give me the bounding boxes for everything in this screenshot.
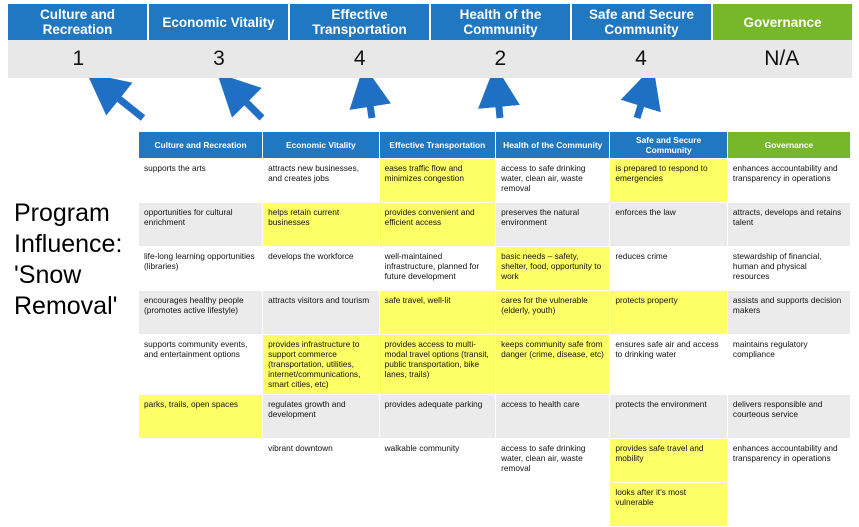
matrix-cell: vibrant downtown	[263, 439, 379, 483]
matrix-cell: access to safe drinking water, clean air, waste removal	[496, 439, 610, 483]
score-culture-and-recreation: 1	[72, 47, 85, 70]
matrix-cell: supports community events, and entertainment options	[139, 335, 263, 395]
score-row	[8, 40, 852, 78]
header-cell-effective-transportation: Effective Transportation	[290, 4, 431, 40]
header-cell-health-of-the-community: Health of the Community	[431, 4, 572, 40]
matrix-cell: stewardship of financial, human and physical resources	[727, 247, 850, 291]
score-safe-and-secure-community: 4	[635, 47, 647, 70]
matrix-cell: life-long learning opportunities (libraries)	[139, 247, 263, 291]
matrix-cell: maintains regulatory compliance	[727, 335, 850, 395]
matrix-cell: helps retain current businesses	[263, 203, 379, 247]
matrix-cell: regulates growth and development	[263, 395, 379, 439]
matrix-cell: eases traffic flow and minimizes congestion	[379, 159, 495, 203]
matrix-cell: provides convenient and efficient access	[379, 203, 495, 247]
table-row	[139, 439, 851, 483]
matrix-cell: enhances accountability and transparency in operations	[727, 159, 850, 203]
matrix-cell-empty	[379, 483, 495, 527]
matrix-cell: access to health care	[496, 395, 610, 439]
matrix-cell: is prepared to respond to emergencies	[610, 159, 728, 203]
matrix-cell-empty	[727, 483, 850, 527]
table-row	[139, 203, 851, 247]
table-row	[139, 483, 851, 527]
matrix-cell-empty	[496, 483, 610, 527]
upward-arrow-icon-1	[103, 86, 143, 118]
table-row	[139, 291, 851, 335]
score-effective-transportation: 4	[353, 47, 366, 70]
matrix-cell: attracts, develops and retains talent	[727, 203, 850, 247]
matrix-cell: protects the environment	[610, 395, 728, 439]
header-cell-culture-and-recreation: Culture and Recreation	[8, 4, 149, 40]
matrix-cell: attracts visitors and tourism	[263, 291, 379, 335]
score-governance: N/A	[764, 47, 800, 70]
header-cell-safe-and-secure-community: Safe and Secure Community	[572, 4, 713, 40]
matrix-cell: preserves the natural environment	[496, 203, 610, 247]
upward-arrow-icon-5	[637, 86, 647, 118]
matrix-cell: safe travel, well-lit	[379, 291, 495, 335]
matrix-cell: attracts new businesses, and creates jobs	[263, 159, 379, 203]
matrix-cell: opportunities for cultural enrichment	[139, 203, 263, 247]
score-health-of-the-community: 2	[494, 47, 507, 70]
matrix-cell: looks after it's most vulnerable	[610, 483, 728, 527]
matrix-cell-empty	[263, 483, 379, 527]
outcome-statements-matrix	[138, 131, 851, 527]
matrix-cell: walkable community	[379, 439, 495, 483]
matrix-header-culture-and-recreation: Culture and Recreation	[139, 132, 263, 159]
matrix-cell: protects property	[610, 291, 728, 335]
header-cell-governance: Governance	[713, 4, 852, 40]
matrix-header-health-of-the-community: Health of the Community	[496, 132, 610, 159]
matrix-cell: provides infrastructure to support commerce (transportation, utilities, internet/communications, smart cities, etc)	[263, 335, 379, 395]
matrix-cell: reduces crime	[610, 247, 728, 291]
matrix-cell-empty	[139, 483, 263, 527]
strategic-outcomes-header	[8, 4, 852, 40]
matrix-cell: access to safe drinking water, clean air, waste removal	[496, 159, 610, 203]
upward-arrow-icon-2	[232, 88, 262, 118]
arrow-group	[0, 78, 859, 130]
matrix-header-governance: Governance	[727, 132, 850, 159]
matrix-cell: keeps community safe from danger (crime, disease, etc)	[496, 335, 610, 395]
matrix-cell: provides adequate parking	[379, 395, 495, 439]
matrix-header-row	[139, 132, 851, 159]
matrix-cell: enforces the law	[610, 203, 728, 247]
table-row	[139, 159, 851, 203]
matrix-cell: assists and supports decision makers	[727, 291, 850, 335]
matrix-header-effective-transportation: Effective Transportation	[379, 132, 495, 159]
matrix-cell: cares for the vulnerable (elderly, youth)	[496, 291, 610, 335]
upward-arrow-icon-4	[497, 86, 500, 118]
matrix-cell: parks, trails, open spaces	[139, 395, 263, 439]
matrix-cell: encourages healthy people (promotes active lifestyle)	[139, 291, 263, 335]
program-influence-caption: Program Influence: 'Snow Removal'	[14, 199, 123, 320]
table-row	[139, 395, 851, 439]
matrix-cell: basic needs – safety, shelter, food, opportunity to work	[496, 247, 610, 291]
matrix-cell: provides access to multi-modal travel options (transit, public transportation, bike lanes, trails)	[379, 335, 495, 395]
upward-arrow-icon-3	[367, 86, 372, 118]
matrix-cell: delivers responsible and courteous service	[727, 395, 850, 439]
table-row	[139, 247, 851, 291]
score-economic-vitality: 3	[213, 47, 225, 70]
table-row	[139, 335, 851, 395]
matrix-cell-empty	[139, 439, 263, 483]
matrix-header-safe-and-secure-community: Safe and Secure Community	[610, 132, 728, 159]
matrix-cell: provides safe travel and mobility	[610, 439, 728, 483]
matrix-cell: supports the arts	[139, 159, 263, 203]
matrix-cell: well-maintained infrastructure, planned for future development	[379, 247, 495, 291]
header-cell-economic-vitality: Economic Vitality	[149, 4, 290, 40]
matrix-cell: develops the workforce	[263, 247, 379, 291]
matrix-header-economic-vitality: Economic Vitality	[263, 132, 379, 159]
matrix-cell: ensures safe air and access to drinking water	[610, 335, 728, 395]
matrix-cell: enhances accountability and transparency in operations	[727, 439, 850, 483]
